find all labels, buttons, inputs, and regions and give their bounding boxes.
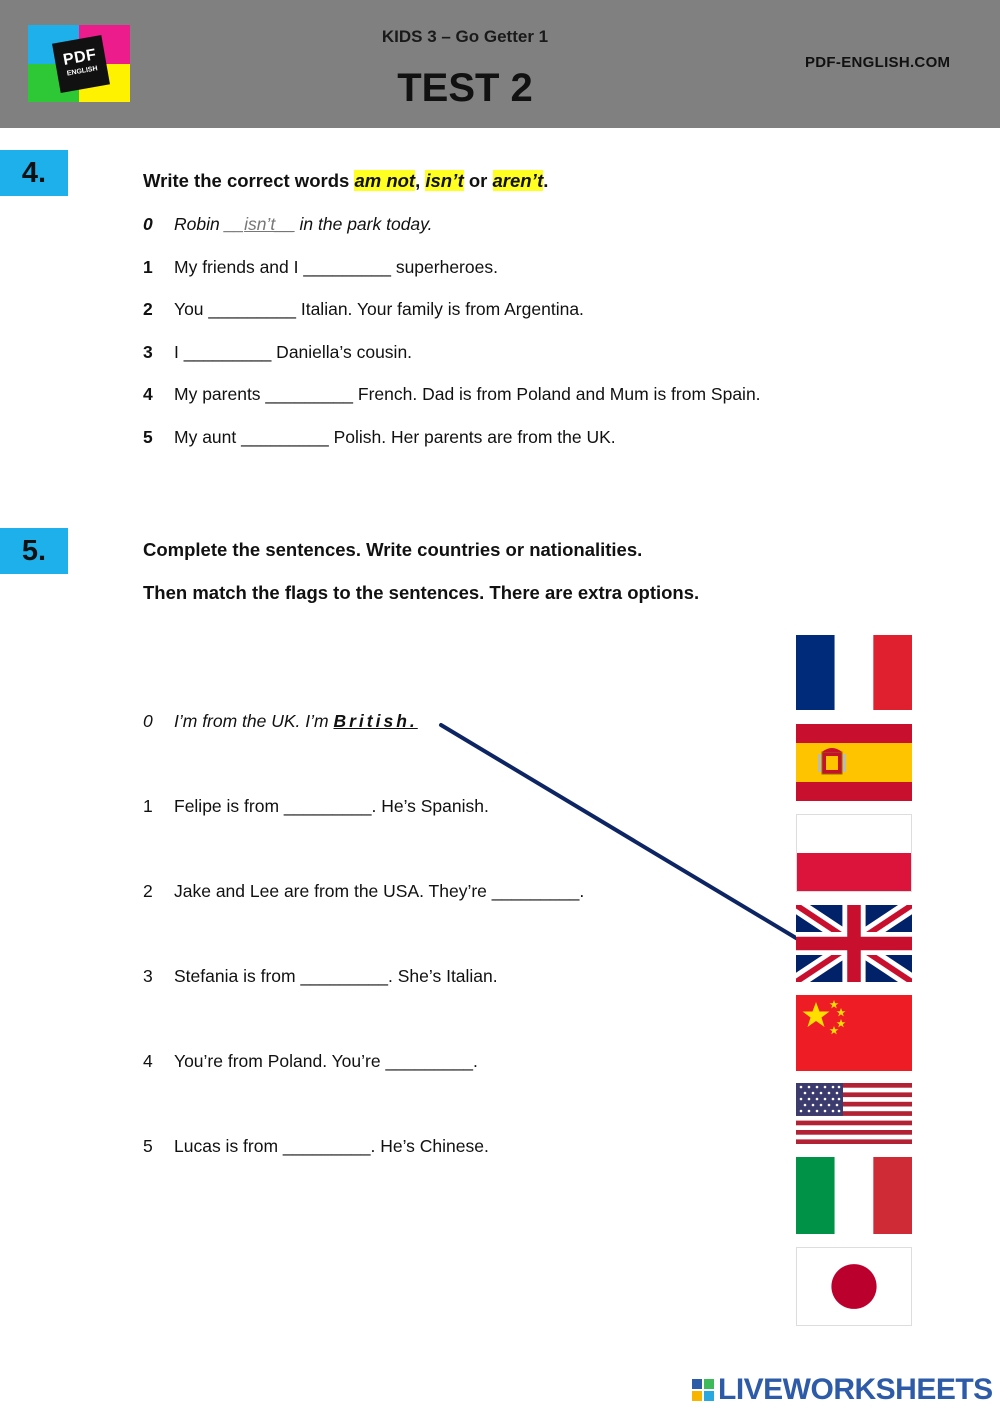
s5-item-3: 3 Stefania is from _________. She’s Italian.: [143, 966, 498, 986]
section-4-instruction: Write the correct words am not, isn’t or aren’t.: [143, 170, 549, 191]
test-title: TEST 2: [397, 66, 533, 110]
spain-flag[interactable]: [796, 724, 912, 801]
liveworksheets-logo: LIVEWORKSHEETS: [692, 1374, 993, 1406]
japan-flag[interactable]: [796, 1247, 912, 1326]
s4-item-5: 5 My aunt _________ Polish. Her parents are from the UK.: [143, 427, 616, 447]
s5-item-1: 1 Felipe is from _________. He’s Spanish.: [143, 796, 489, 816]
s5-item-4: 4 You’re from Poland. You’re _________.: [143, 1051, 478, 1071]
s4-example-item: 0 Robin __isn’t__ in the park today.: [143, 214, 433, 234]
uk-flag[interactable]: [796, 905, 912, 982]
s5-item-5: 5 Lucas is from _________. He’s Chinese.: [143, 1136, 489, 1156]
section-5-instruction-2: Then match the flags to the sentences. There are extra options.: [143, 582, 700, 603]
section-4-badge: 4.: [0, 150, 68, 196]
liveworksheets-cubes-icon: [692, 1379, 714, 1401]
s5-item-2: 2 Jake and Lee are from the USA. They’re _________.: [143, 881, 585, 901]
s4-item-3: 3 I _________ Daniella’s cousin.: [143, 342, 413, 362]
section-5-badge: 5.: [0, 528, 68, 574]
test-subtitle: KIDS 3 – Go Getter 1: [381, 27, 549, 46]
s4-example-answer: isn’t__: [244, 214, 295, 234]
usa-flag[interactable]: [796, 1083, 912, 1144]
poland-flag[interactable]: [796, 814, 912, 892]
site-name: PDF-ENGLISH.COM: [805, 54, 951, 71]
italy-flag[interactable]: [796, 1157, 912, 1234]
s4-item-4: 4 My parents _________ French. Dad is from Poland and Mum is from Spain.: [143, 384, 761, 404]
s4-item-1: 1 My friends and I _________ superheroes.: [143, 257, 498, 277]
pdf-english-logo: PDF ENGLISH: [28, 25, 130, 102]
china-flag[interactable]: [796, 995, 912, 1071]
s4-item-2: 2 You _________ Italian. Your family is from Argentina.: [143, 299, 584, 319]
s5-example-answer: British.: [333, 711, 418, 731]
france-flag[interactable]: [796, 635, 912, 710]
section-5-instruction-1: Complete the sentences. Write countries or nationalities.: [143, 539, 643, 560]
s5-example-item: 0 I’m from the UK. I’m British.: [143, 711, 418, 731]
